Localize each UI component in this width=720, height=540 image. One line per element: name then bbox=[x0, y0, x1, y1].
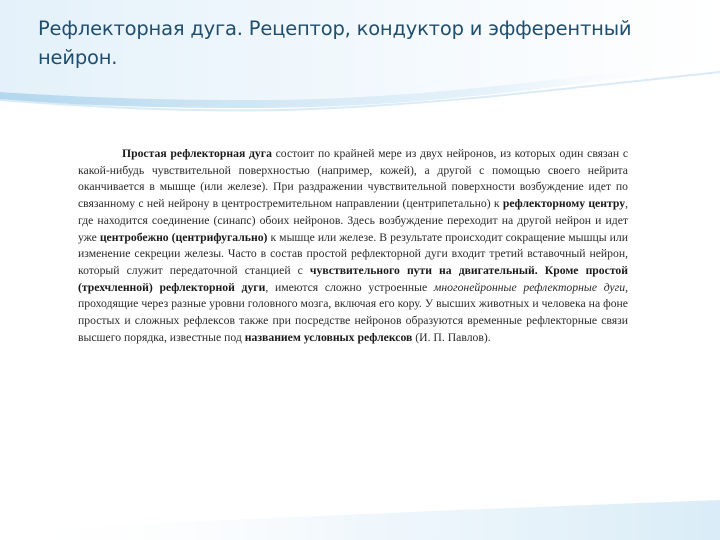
term-multineuron-arcs: многонейронные рефлекторные дуги bbox=[433, 280, 626, 294]
term-reflex-center: рефлекторному центру bbox=[502, 197, 626, 211]
term-conditioned-reflexes: названием условных рефлексов bbox=[244, 330, 413, 344]
footer-wave-decoration bbox=[0, 480, 720, 540]
paragraph bbox=[78, 146, 628, 346]
text-segment: (И. П. Павлов). bbox=[412, 330, 491, 344]
term-centrifugal: центробежно (центрифугально) bbox=[99, 230, 268, 244]
slide-title: Рефлекторная дуга. Рецептор, кондуктор и эфферентный нейрон. bbox=[38, 17, 632, 69]
text-segment: к мышце или железе. В результате происходит сокращение мышцы или изменение секреции железы. Часто в состав простой рефлекторной дуги входит третий вставочный нейрон, который служит передаточной станцией с bbox=[78, 230, 628, 277]
text-segment: , где находится соединение (синапс) обоих нейронов. Здесь возбуждение переходит на другой нейрон и идет уже bbox=[78, 197, 628, 244]
body-text bbox=[78, 146, 628, 346]
text-segment: , проходящие через разные уровни головного мозга, включая его кору. У высших животных и человека на фоне простых и сложных рефлексов также при посредстве нейронов образуются временные рефлекторные связи высшего порядка, известные под bbox=[78, 280, 628, 344]
text-segment: , имеются сложно устроенные bbox=[265, 280, 434, 294]
term-simple-reflex-arc: Простая рефлекторная дуга bbox=[122, 147, 272, 160]
term-sensory-to-motor: чувствительного пути на двигательный. Кроме простой (трехчленной) рефлекторной дуги bbox=[78, 263, 628, 294]
text-segment: состоит по крайней мере из двух нейронов, из которых один связан с какой-нибудь чувствительной поверхностью (например, кожей), а другой с помощью своего нейрита оканчивается в мышце (или железе). При раздражении чувствительной поверхности возбуждение идет по связанному с ней нейрону в центростремительном направлении (центрипетально) к bbox=[78, 147, 629, 211]
